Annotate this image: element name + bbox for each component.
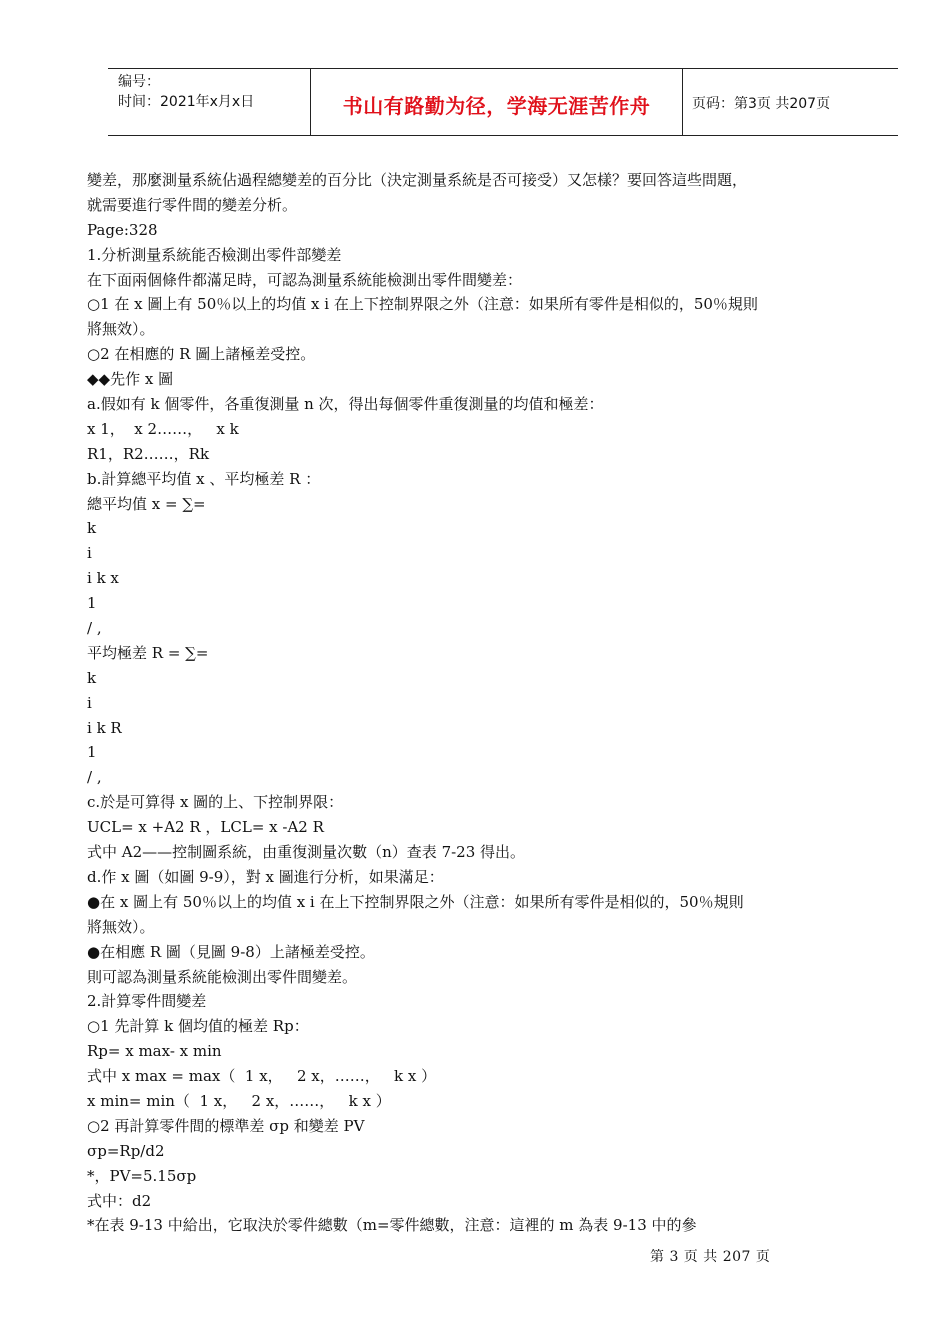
text-line: 平均極差 R = ∑= <box>87 643 209 662</box>
text-line: 式中 A2——控制圖系統，由重復測量次數（n）查表 7-23 得出。 <box>87 843 526 862</box>
text-line: σp=Rp/d2 <box>87 1141 165 1160</box>
text-line: 則可認為測量系統能檢測出零件間變差。 <box>87 967 358 986</box>
text-line: 式中 x max = max（ 1 x， 2 x，……， k x ） <box>87 1067 437 1086</box>
number-label: 编号： <box>118 74 160 90</box>
text-line: a.假如有 k 個零件，各重復測量 n 次，得出每個零件重復測量的均值和極差： <box>87 395 604 414</box>
text-line: 總平均值 x = ∑= <box>87 494 206 513</box>
text-line: k <box>87 519 97 538</box>
text-line: 將無效）。 <box>87 917 155 936</box>
text-line: *，PV=5.15σp <box>87 1166 197 1185</box>
header-meta <box>108 69 310 135</box>
text-line: ○1 先計算 k 個均值的極差 Rp： <box>87 1017 309 1036</box>
header-page-code <box>683 69 898 135</box>
text-line: 在下面兩個條件都滿足時，可認為測量系統能檢測出零件間變差： <box>87 270 523 289</box>
page-footer: 第 3 页 共 207 页 <box>650 1249 771 1265</box>
text-line: 就需要進行零件間的變差分析。 <box>87 195 298 214</box>
text-line: 將無效）。 <box>87 320 155 339</box>
text-line: b.計算總平均值 x 、平均極差 R ： <box>87 469 321 488</box>
text-line: x min= min（ 1 x， 2 x，……， k x ） <box>87 1091 391 1110</box>
page-header <box>108 68 898 136</box>
text-line: / , <box>87 768 102 787</box>
text-line: 1.分析測量系統能否檢測出零件部變差 <box>87 245 342 264</box>
text-line: Rp= x max- x min <box>87 1042 222 1061</box>
text-line: ●在相應 R 圖（見圖 9-8）上諸極差受控。 <box>87 942 375 961</box>
text-line: i <box>87 544 92 563</box>
header-motto <box>310 69 683 135</box>
date-label: 时间：2021年x月x日 <box>118 94 255 110</box>
text-line: i <box>87 693 92 712</box>
motto-text: 书山有路勤为径，学海无涯苦作舟 <box>342 93 651 118</box>
text-line: ○2 再計算零件間的標準差 σp 和變差 PV <box>87 1116 365 1135</box>
text-line: i k R <box>87 718 122 737</box>
text-line: Page:328 <box>87 220 158 239</box>
text-line: 式中：d2 <box>87 1191 152 1210</box>
text-line: c.於是可算得 x 圖的上、下控制界限： <box>87 793 344 812</box>
text-line: 1 <box>87 743 97 762</box>
text-line: *在表 9-13 中給出，它取決於零件總數（m=零件總數，注意：這裡的 m 為表 9-13 中的參 <box>87 1216 697 1235</box>
document-body <box>87 168 827 1238</box>
text-line: ●在 x 圖上有 50％以上的均值 x i 在上下控制界限之外（注意：如果所有零件是相似的，50％規則 <box>87 892 744 911</box>
text-line: k <box>87 668 97 687</box>
text-line: 2.計算零件間變差 <box>87 992 207 1011</box>
text-line: 變差，那麼測量系統佔過程總變差的百分比（決定測量系統是否可接受）又怎樣？要回答這些問題， <box>87 171 748 189</box>
text-line: / , <box>87 619 102 638</box>
text-line: UCL= x +A2 R ，LCL= x -A2 R <box>87 818 324 837</box>
text-line: ○2 在相應的 R 圖上諸極差受控。 <box>87 345 316 364</box>
text-line: 1 <box>87 594 97 613</box>
text-line: ◆◆先作 x 圖 <box>87 370 174 389</box>
text-line: i k x <box>87 569 119 588</box>
text-line: d.作 x 圖（如圖 9-9），對 x 圖進行分析，如果滿足： <box>87 867 444 886</box>
text-line: ○1 在 x 圖上有 50％以上的均值 x i 在上下控制界限之外（注意：如果所有零件是相似的，50％規則 <box>87 295 758 314</box>
text-line: x 1， x 2……， x k <box>87 419 239 438</box>
text-line: R1，R2……，Rk <box>87 444 210 463</box>
page-code-text: 页码：第3页 共207页 <box>692 96 831 112</box>
